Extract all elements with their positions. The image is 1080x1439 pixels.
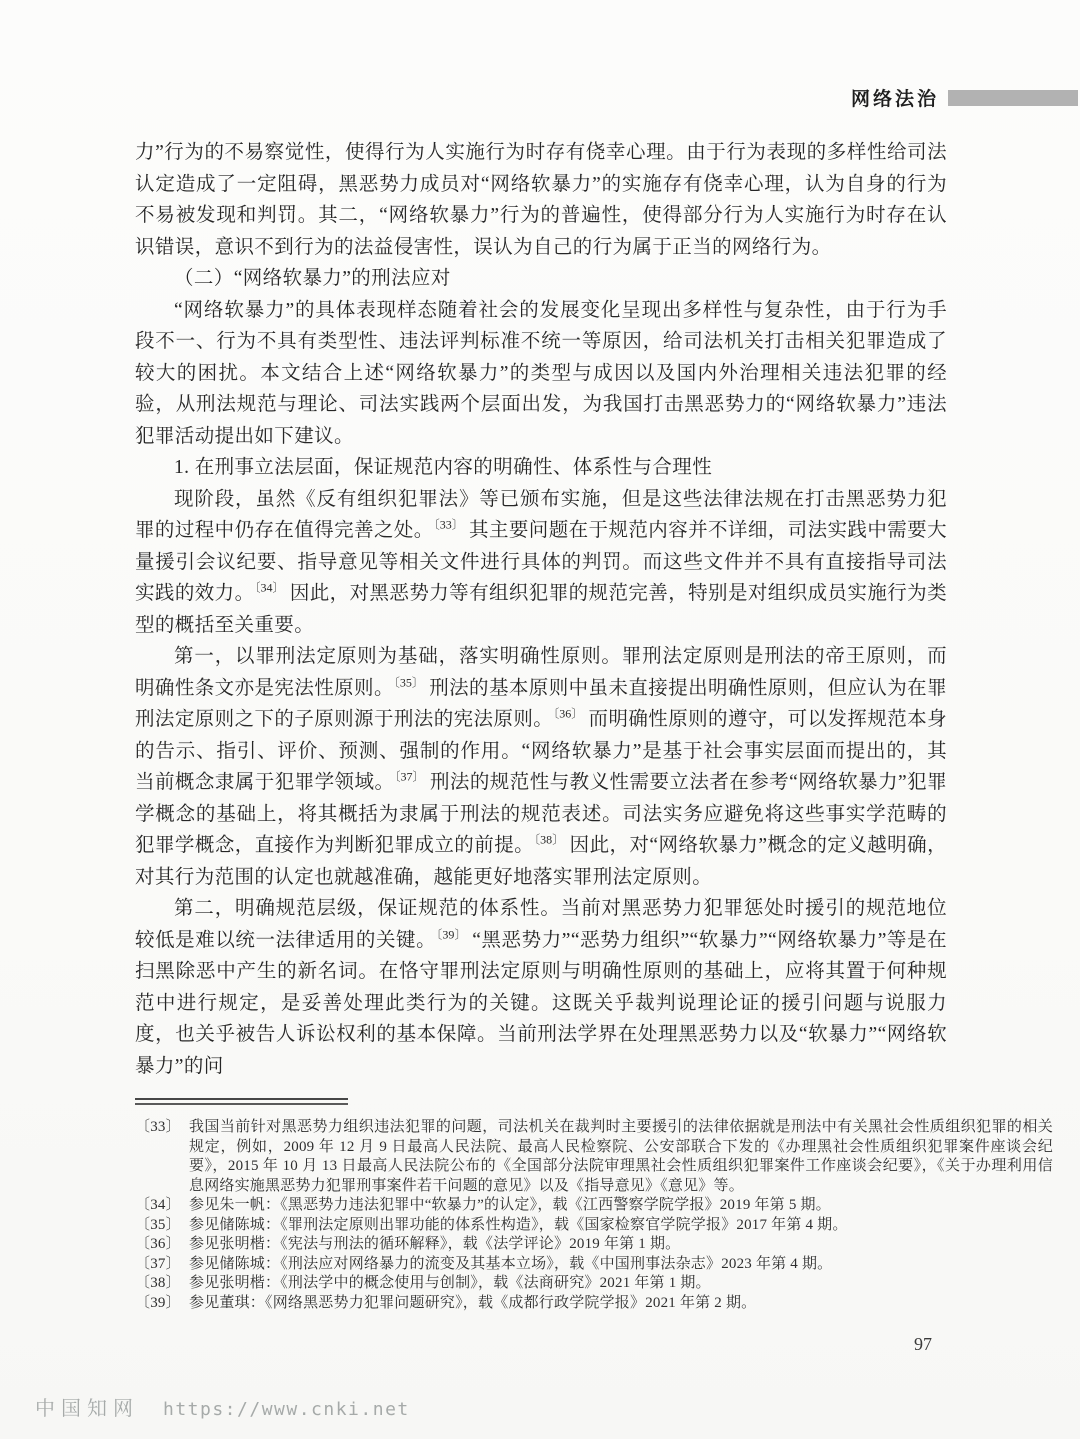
footnote-item bbox=[135, 1255, 1053, 1275]
body-paragraph-continuation: 力”行为的不易察觉性，使得行为人实施行为时存有侥幸心理。由于行为表现的多样性给司法认定造成了一定阻碍，黑恶势力成员对“网络软暴力”的实施存有侥幸心理，认为自身的行为不易被发现和判罚。其二，“网络软暴力”行为的普遍性，使得部分行为人实施行为时存在认识错误，意识不到行为的法益侵害性，误认为自己的行为属于正当的网络行为。 bbox=[135, 142, 947, 258]
footnote-item bbox=[135, 1235, 1053, 1255]
footnote-text: 参见张明楷：《宪法与刑法的循环解释》，载《法学评论》2019 年第 1 期。 bbox=[189, 1236, 681, 1252]
footnote-label: 〔38〕 bbox=[135, 1275, 181, 1291]
cnki-watermark bbox=[35, 1392, 410, 1421]
section-heading: （二）“网络软暴力”的刑法应对 bbox=[174, 268, 451, 289]
footnote-item bbox=[135, 1118, 1053, 1196]
footnote-item bbox=[135, 1196, 1053, 1216]
cnki-url: https://www.cnki.net bbox=[163, 1399, 410, 1420]
footnote-item bbox=[135, 1294, 1053, 1314]
article-body bbox=[135, 137, 947, 1082]
cnki-site-name: 中国知网 bbox=[35, 1398, 139, 1420]
footnote-label: 〔39〕 bbox=[135, 1294, 181, 1311]
body-paragraph: 现阶段，虽然《反有组织犯罪法》等已颁布实施，但是这些法律法规在打击黑恶势力犯罪的过程中仍存在值得完善之处。$^{〔33〕}$ 其主要问题在于规范内容并不详细，司法实践中需要大量援引会议纪要、指导意见等相关文件进行具体的判罚。而这些文件并不具有直接指导司法实践的效力。$^{〔34〕}$ 因此，对黑恶势力等有组织犯罪的规范完善，特别是对组织成员实施行为类型的概括至关重要。 bbox=[135, 488, 947, 636]
footnote-text: 参见储陈城：《刑法应对网络暴力的流变及其基本立场》，载《中国刑事法杂志》2023 年第 4 期。 bbox=[189, 1255, 833, 1272]
footnote-label: 〔33〕 bbox=[135, 1119, 181, 1135]
footnote-text: 我国当前针对黑恶势力组织违法犯罪的问题，司法机关在裁判时主要援引的法律依据就是刑法中有关黑社会性质组织犯罪的相关规定，例如，2009 年 12 月 9 日最高人民法院、最高人民检察院、公安部联合下发的《办理黑社会性质组织犯罪案件座谈会纪要》，2015 年 10 月 13 日最高人民法院公布的《全国部分法院审理黑社会性质组织犯罪案件工作座谈会纪要》，《关于办理利用信息网络实施黑恶势力犯罪刑事案件若干问题的意见》以及《指导意见》《意见》等。 bbox=[189, 1119, 1053, 1194]
footnote-label: 〔35〕 bbox=[135, 1216, 181, 1233]
numbered-subheading: 1. 在刑事立法层面，保证规范内容的明确性、体系性与合理性 bbox=[174, 457, 713, 478]
footnote-item bbox=[135, 1216, 1053, 1236]
journal-section-title: 网络法治 bbox=[850, 89, 939, 110]
header-decorative-bar bbox=[948, 90, 1078, 106]
footnote-text: 参见张明楷：《刑法学中的概念使用与创制》，载《法商研究》2021 年第 1 期。 bbox=[189, 1275, 711, 1291]
body-paragraph: 第二，明确规范层级，保证规范的体系性。当前对黑恶势力犯罪惩处时援引的规范地位较低是难以统一法律适用的关键。$^{〔39〕}$ “黑恶势力”“恶势力组织”“软暴力”“网络软暴力”等是在扫黑除恶中产生的新名词。在恪守罪刑法定原则与明确性原则的基础上，应将其置于何种规范中进行规定，是妥善处理此类行为的关键。这既关乎裁判说理论证的援引问题与说服力度，也关乎被告人诉讼权利的基本保障。当前刑法学界在处理黑恶势力以及“软暴力”“网络软暴力”的问 bbox=[135, 898, 947, 1077]
footnote-item bbox=[135, 1274, 1053, 1294]
footnote-label: 〔34〕 bbox=[135, 1197, 181, 1213]
footnote-label: 〔37〕 bbox=[135, 1255, 181, 1272]
page-number: 97 bbox=[914, 1334, 932, 1354]
footnote-text: 参见董琪：《网络黑恶势力犯罪问题研究》，载《成都行政学院学报》2021 年第 2 期。 bbox=[189, 1294, 757, 1311]
body-paragraph: 第一，以罪刑法定原则为基础，落实明确性原则。罪刑法定原则是刑法的帝王原则，而明确性条文亦是宪法性原则。$^{〔35〕}$ 刑法的基本原则中虽未直接提出明确性原则，但应认为在罪刑法定原则之下的子原则源于刑法的宪法原则。$^{〔36〕}$ 而明确性原则的遵守，可以发挥规范本身的告示、指引、评价、预测、强制的作用。“网络软暴力”是基于社会事实层面而提出的，其当前概念隶属于犯罪学领域。$^{〔37〕}$ 刑法的规范性与教义性需要立法者在参考“网络软暴力”犯罪学概念的基础上，将其概括为隶属于刑法的规范表述。司法实务应避免将这些事实学范畴的犯罪学概念，直接作为判断犯罪成立的前提。$^{〔38〕}$ 因此，对“网络软暴力”概念的定义越明确，对其行为范围的认定也就越准确，越能更好地落实罪刑法定原则。 bbox=[135, 646, 947, 888]
page-header bbox=[0, 84, 1080, 111]
footnote-list bbox=[135, 1118, 1053, 1313]
body-paragraph: “网络软暴力”的具体表现样态随着社会的发展变化呈现出多样性与复杂性，由于行为手段不一、行为不具有类型性、违法评判标准不统一等原因，给司法机关打击相关犯罪造成了较大的困扰。本文结合上述“网络软暴力”的类型与成因以及国内外治理相关违法犯罪的经验，从刑法规范与理论、司法实践两个层面出发，为我国打击黑恶势力的“网络软暴力”违法犯罪活动提出如下建议。 bbox=[135, 299, 947, 447]
footnote-separator-rule bbox=[135, 1098, 348, 1105]
footnote-label: 〔36〕 bbox=[135, 1236, 181, 1252]
footnote-text: 参见储陈城：《罪刑法定原则出罪功能的体系性构造》，载《国家检察官学院学报》2017 年第 4 期。 bbox=[189, 1216, 848, 1233]
footnote-text: 参见朱一帆：《黑恶势力违法犯罪中“软暴力”的认定》，载《江西警察学院学报》2019 年第 5 期。 bbox=[189, 1197, 831, 1213]
footnote-area bbox=[135, 1098, 1053, 1313]
